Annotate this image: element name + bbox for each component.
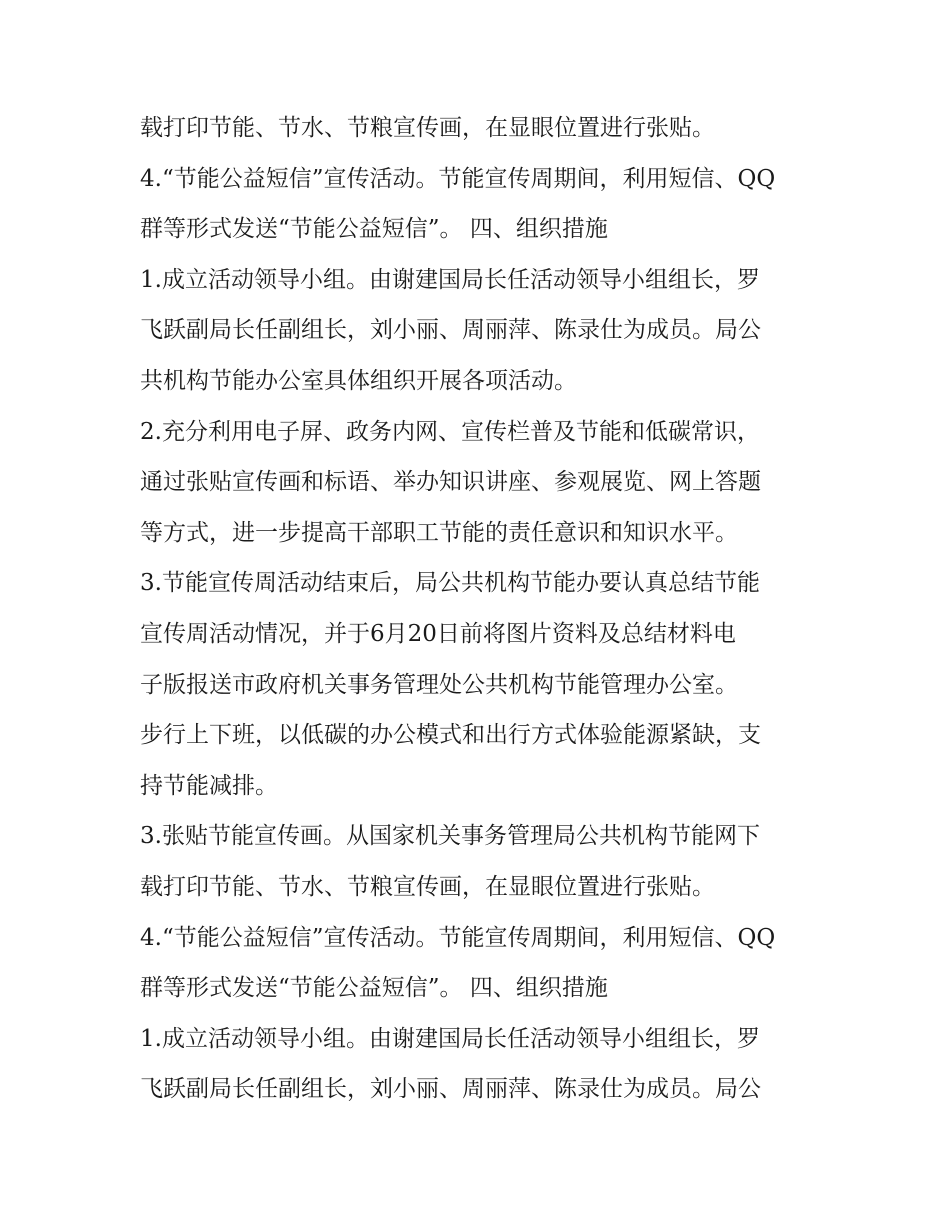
text-line: 群等形式发送“节能公益短信”。 四、组织措施 bbox=[140, 216, 608, 243]
text-line: 载打印节能、节水、节粮宣传画，在显眼位置进行张贴。 bbox=[140, 115, 715, 141]
text-line: 4.“节能公益短信”宣传活动。节能宣传周期间，利用短信、QQ bbox=[140, 924, 776, 951]
text-line: 4.“节能公益短信”宣传活动。节能宣传周期间，利用短信、QQ bbox=[140, 165, 776, 192]
text-line: 持节能减排。 bbox=[140, 772, 278, 799]
text-line: 3.张贴节能宣传画。从国家机关事务管理局公共机构节能网下 bbox=[140, 823, 760, 850]
text-line: 共机构节能办公室具体组织开展各项活动。 bbox=[140, 367, 577, 394]
text-line: 3.节能宣传周活动结束后，局公共机构节能办要认真总结节能 bbox=[140, 570, 760, 597]
text-line: 子版报送市政府机关事务管理处公共机构节能管理办公室。 bbox=[140, 671, 738, 698]
text-line: 载打印节能、节水、节粮宣传画，在显眼位置进行张贴。 bbox=[140, 873, 715, 900]
text-line: 飞跃副局长任副组长，刘小丽、周丽萍、陈录仕为成员。局公 bbox=[140, 1076, 761, 1103]
text-line: 群等形式发送“节能公益短信”。 四、组织措施 bbox=[140, 975, 608, 1002]
text-line: 飞跃副局长任副组长，刘小丽、周丽萍、陈录仕为成员。局公 bbox=[140, 317, 761, 344]
text-line: 通过张贴宣传画和标语、举办知识讲座、参观展览、网上答题 bbox=[140, 469, 761, 496]
text-line: 1.成立活动领导小组。由谢建国局长任活动领导小组组长，罗 bbox=[140, 1025, 760, 1052]
text-line: 步行上下班，以低碳的办公模式和出行方式体验能源紧缺，支 bbox=[140, 722, 761, 749]
text-line: 1.成立活动领导小组。由谢建国局长任活动领导小组组长，罗 bbox=[140, 266, 760, 293]
text-line: 等方式，进一步提高干部职工节能的责任意识和知识水平。 bbox=[140, 519, 738, 546]
text-line: 2.充分利用电子屏、政务内网、宣传栏普及节能和低碳常识， bbox=[140, 418, 760, 445]
document-body bbox=[140, 103, 820, 1115]
text-line: 宣传周活动情况，并于6月20日前将图片资料及总结材料电 bbox=[140, 620, 736, 647]
